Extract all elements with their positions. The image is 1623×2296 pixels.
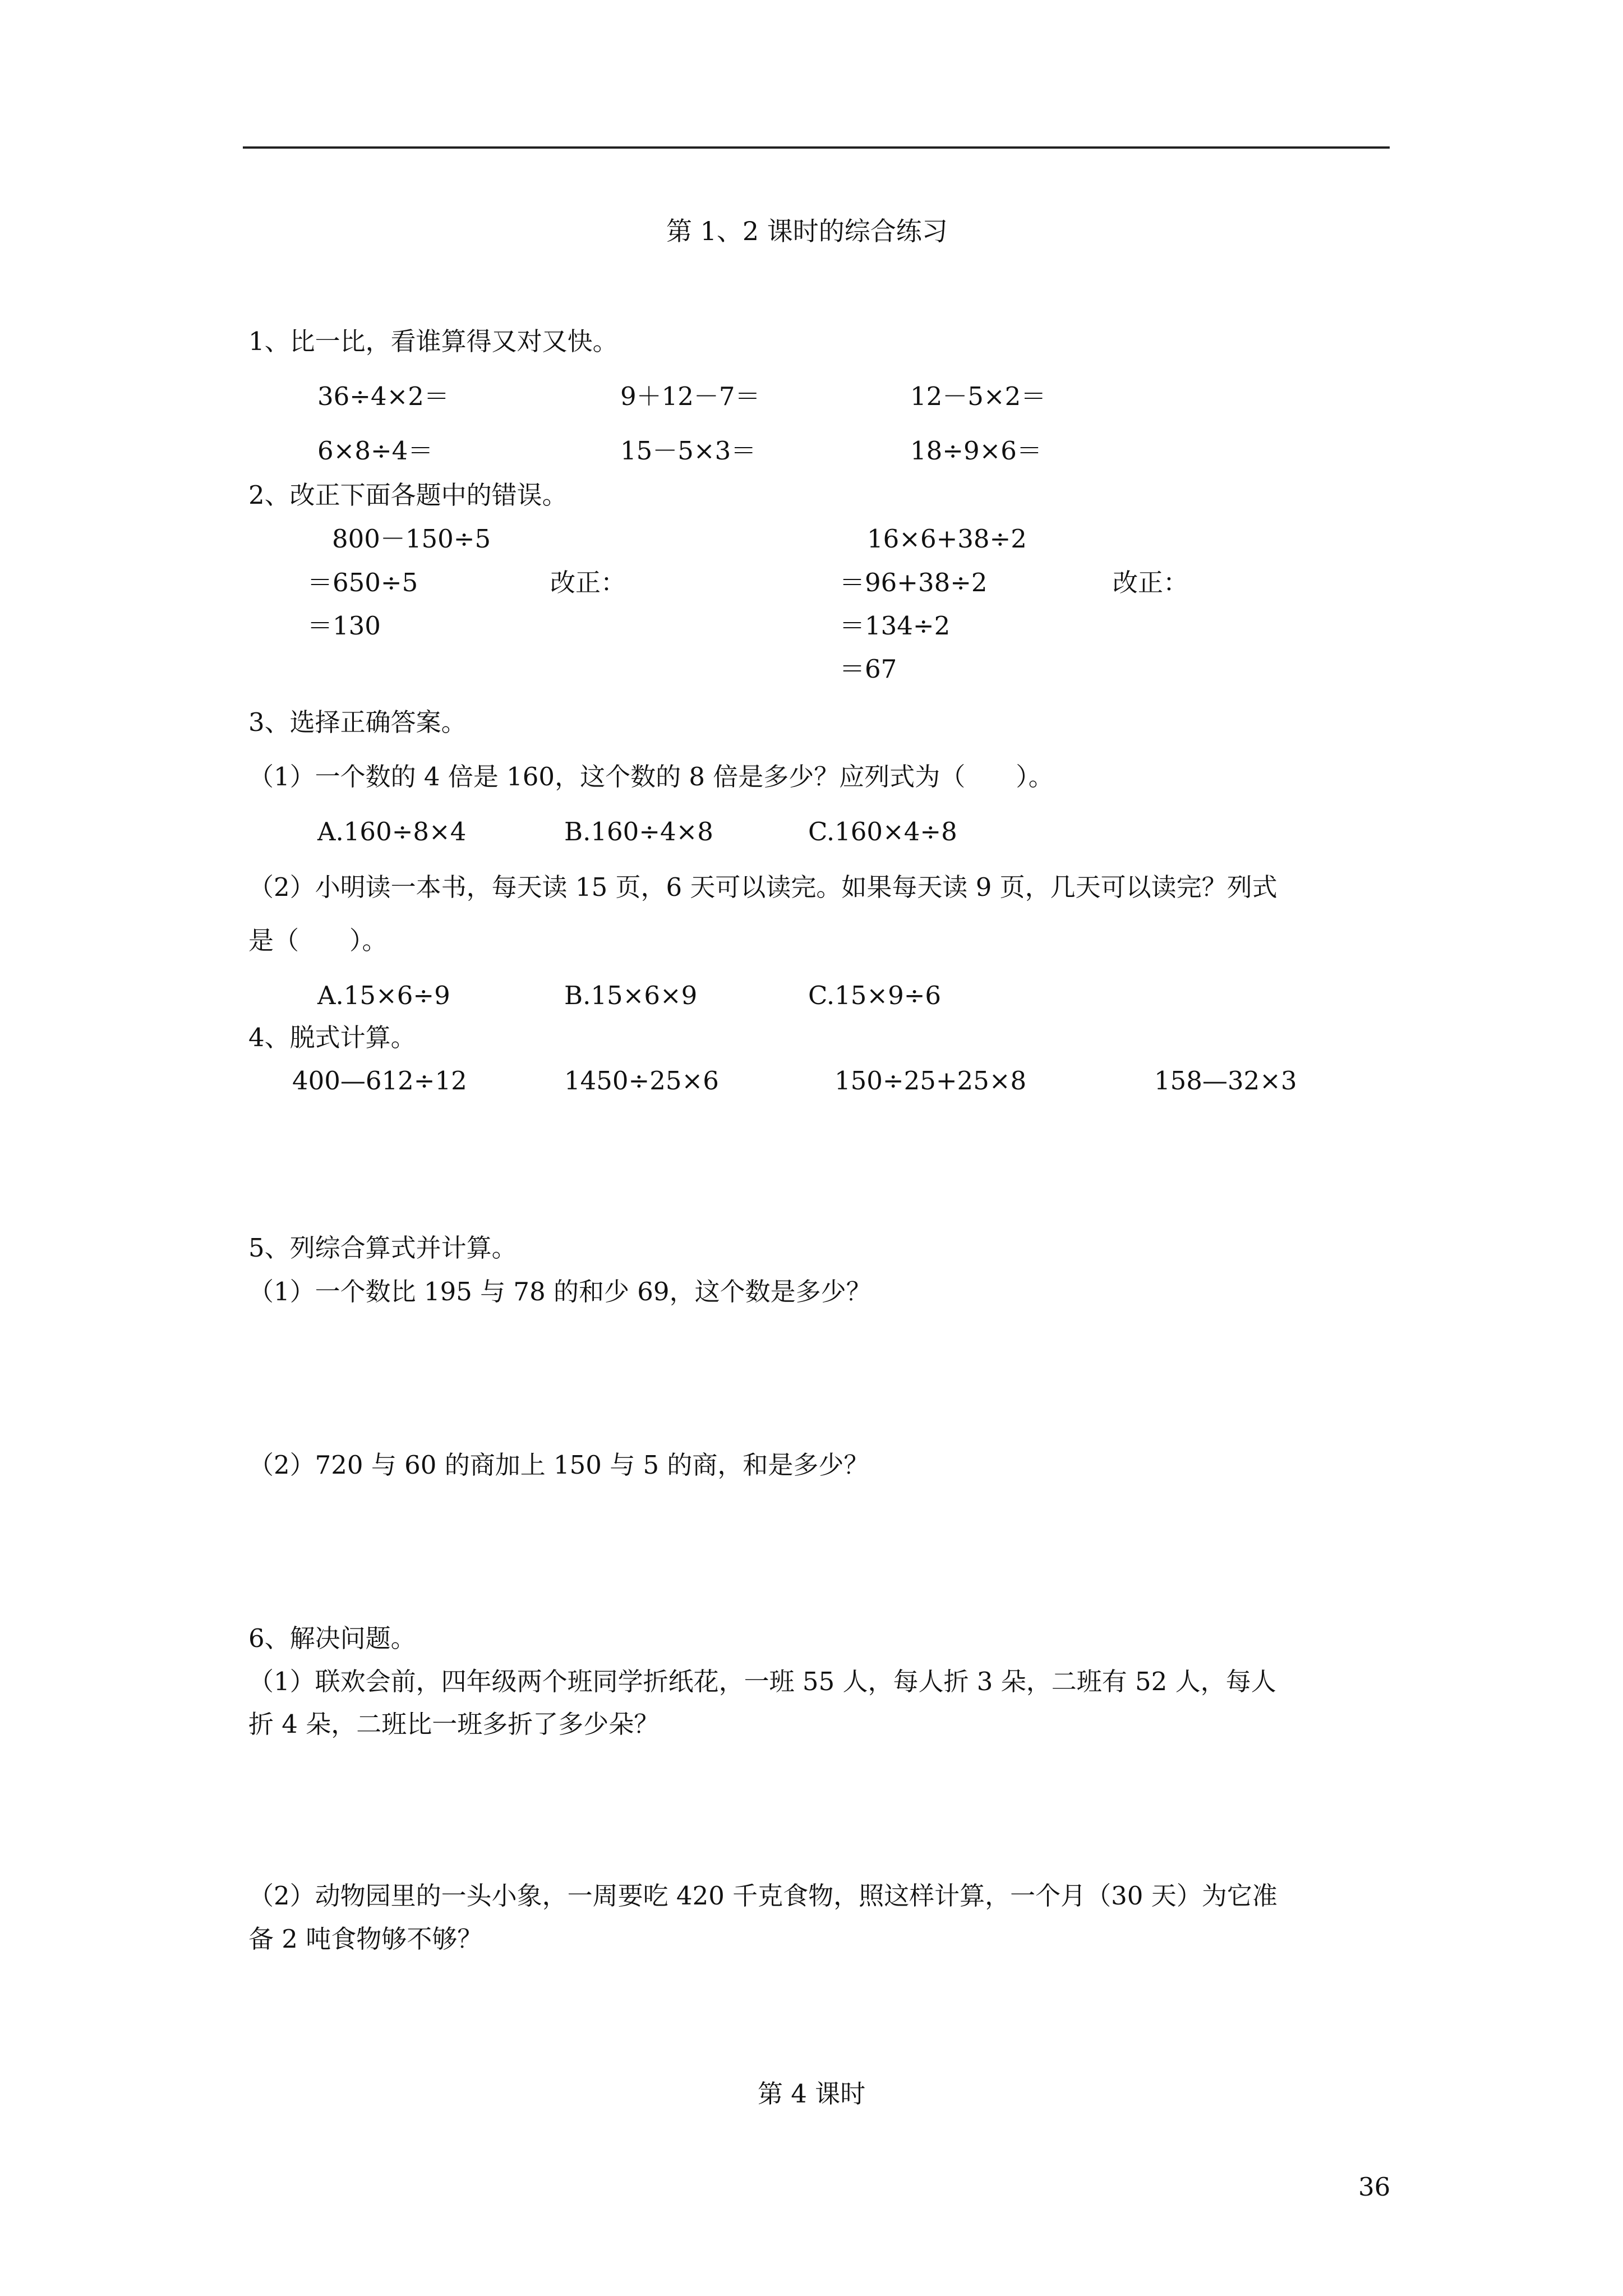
q1-row1-item-1: 36÷4×2＝ xyxy=(317,381,449,411)
header-rule xyxy=(243,146,1390,149)
q2-right-line-1: 16×6+38÷2 xyxy=(867,524,1027,554)
q1-row2-item-3: 18÷9×6＝ xyxy=(910,436,1042,466)
q2-left-line-2: ＝650÷5 xyxy=(307,568,418,597)
q3-part1-option-c: C.160×4÷8 xyxy=(808,817,957,846)
q2-left-fix-label: 改正： xyxy=(550,568,626,597)
q2-right-line-4: ＝67 xyxy=(840,654,897,684)
q2-left-line-1: 800－150÷5 xyxy=(332,524,491,554)
q1-row2-item-1: 6×8÷4＝ xyxy=(317,436,434,466)
q6-part1-line-1: （1）联欢会前，四年级两个班同学折纸花，一班 55 人，每人折 3 朵，二班有 52 人，每人 xyxy=(248,1667,1276,1696)
q4-item-4: 158—32×3 xyxy=(1154,1066,1297,1096)
q3-part1-option-a: A.160÷8×4 xyxy=(317,817,467,846)
q2-right-fix-label: 改正： xyxy=(1113,568,1189,597)
q4-item-2: 1450÷25×6 xyxy=(564,1066,719,1096)
q3-part2-option-c: C.15×9÷6 xyxy=(808,981,942,1010)
q6-part2-line-1: （2）动物园里的一头小象，一周要吃 420 千克食物，照这样计算，一个月（30 天）为它准 xyxy=(248,1881,1278,1911)
q2-right-line-3: ＝134÷2 xyxy=(840,611,951,641)
q3-part2-question-line-2: 是（ ）。 xyxy=(248,926,388,955)
q5-heading: 5、列综合算式并计算。 xyxy=(248,1233,517,1263)
q3-part2-option-a: A.15×6÷9 xyxy=(317,981,450,1010)
q1-row1-item-2: 9＋12－7＝ xyxy=(620,381,760,411)
q4-heading: 4、脱式计算。 xyxy=(248,1023,416,1052)
q3-heading: 3、选择正确答案。 xyxy=(248,707,467,737)
q5-part1: （1）一个数比 195 与 78 的和少 69，这个数是多少？ xyxy=(248,1277,872,1306)
page-number: 36 xyxy=(1358,2172,1391,2202)
page-title: 第 1、2 课时的综合练习 xyxy=(666,216,948,246)
q6-part1-line-2: 折 4 朵，二班比一班多折了多少朵？ xyxy=(248,1709,660,1739)
q2-heading: 2、改正下面各题中的错误。 xyxy=(248,480,568,510)
q1-heading: 1、比一比，看谁算得又对又快。 xyxy=(248,326,618,356)
next-section-title: 第 4 课时 xyxy=(758,2079,866,2109)
q2-right-line-2: ＝96+38÷2 xyxy=(840,568,988,597)
q3-part1-option-b: B.160÷4×8 xyxy=(564,817,713,846)
q4-item-3: 150÷25+25×8 xyxy=(834,1066,1027,1096)
q4-item-1: 400—612÷12 xyxy=(292,1066,467,1096)
q1-row1-item-3: 12－5×2＝ xyxy=(910,381,1046,411)
q2-left-line-3: ＝130 xyxy=(307,611,381,641)
q5-part2: （2）720 与 60 的商加上 150 与 5 的商，和是多少？ xyxy=(248,1450,869,1480)
q6-part2-line-2: 备 2 吨食物够不够？ xyxy=(248,1924,483,1954)
q3-part2-question-line-1: （2）小明读一本书，每天读 15 页，6 天可以读完。如果每天读 9 页，几天可以读完？列式 xyxy=(248,872,1278,902)
q6-heading: 6、解决问题。 xyxy=(248,1623,416,1653)
q3-part1-question: （1）一个数的 4 倍是 160，这个数的 8 倍是多少？应列式为（ ）。 xyxy=(248,762,1054,792)
q1-row2-item-2: 15－5×3＝ xyxy=(620,436,757,466)
q3-part2-option-b: B.15×6×9 xyxy=(564,981,698,1010)
